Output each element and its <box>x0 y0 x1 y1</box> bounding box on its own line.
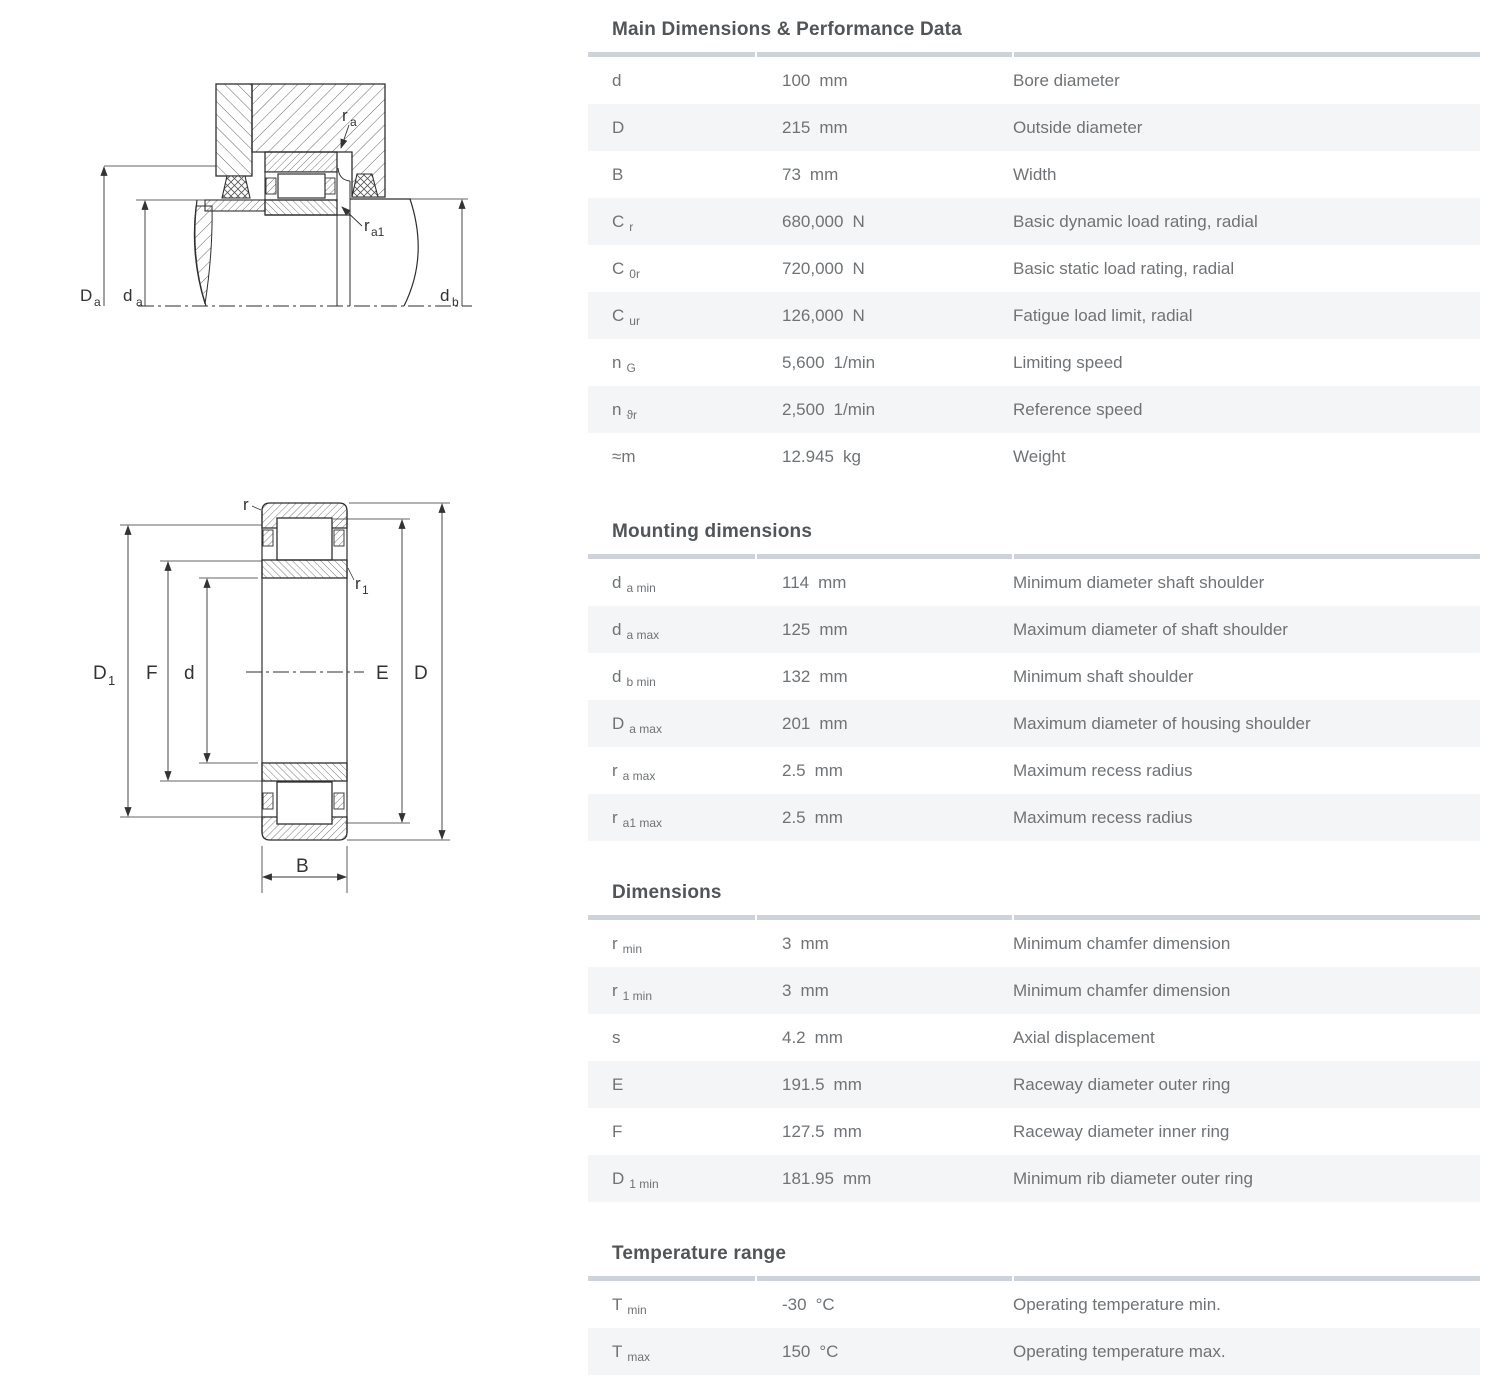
symbol-cell <box>588 259 755 279</box>
spec-tables <box>588 0 1480 1375</box>
value-number: -30 <box>782 1294 807 1314</box>
description-cell: Weight <box>1013 446 1066 466</box>
description-cell: Maximum recess radius <box>1013 760 1193 780</box>
symbol-cell <box>588 934 755 954</box>
symbol-subscript: ϑr <box>626 407 638 422</box>
symbol-base: F <box>612 1121 623 1141</box>
symbol-cell <box>588 1342 755 1362</box>
table-header-bar <box>588 52 1480 57</box>
table-header-bar-segment <box>757 1276 1012 1281</box>
symbol-base: r <box>612 980 618 1000</box>
value-number: 191.5 <box>782 1074 825 1094</box>
value-number: 12.945 <box>782 446 834 466</box>
spec-row <box>588 57 1480 104</box>
section-title: Temperature range <box>612 1243 787 1264</box>
symbol-cell <box>588 447 755 467</box>
symbol-cell <box>588 1295 755 1315</box>
value-cell <box>755 620 1012 640</box>
table-header-bar-segment <box>757 915 1012 920</box>
label-r: r <box>243 495 249 514</box>
label-E: E <box>376 663 389 684</box>
label-F: F <box>146 663 158 684</box>
value-cell <box>755 400 1012 420</box>
symbol-subscript: G <box>626 360 636 375</box>
value-unit: mm <box>819 666 848 686</box>
symbol-cell <box>588 1122 755 1142</box>
symbol-cell <box>588 306 755 326</box>
value-cell <box>755 447 1012 467</box>
section-title: Main Dimensions & Performance Data <box>612 19 962 40</box>
value-unit: kg <box>843 446 861 466</box>
symbol-subscript: 1 min <box>622 988 653 1003</box>
symbol-base: d <box>612 572 622 592</box>
value-cell <box>755 118 1012 138</box>
value-unit: N <box>852 211 865 231</box>
value-unit: °C <box>819 1341 839 1361</box>
symbol-subscript: min <box>627 1302 647 1317</box>
symbol-base: D <box>612 1168 625 1188</box>
value-cell <box>755 1028 1012 1048</box>
symbol-base: C <box>612 258 625 278</box>
value-number: 100 <box>782 70 811 90</box>
value-unit: mm <box>833 1121 862 1141</box>
value-number: 126,000 <box>782 305 844 325</box>
table-header-bar-segment <box>1014 915 1480 920</box>
symbol-base: ≈m <box>612 446 636 466</box>
value-number: 680,000 <box>782 211 844 231</box>
value-unit: mm <box>809 164 839 184</box>
label-d: d <box>184 663 195 684</box>
value-unit: N <box>852 305 865 325</box>
label-D: D <box>414 663 428 684</box>
value-unit: mm <box>843 1168 872 1188</box>
cross-section-drawing-labels <box>93 495 428 877</box>
spec-row <box>588 1281 1480 1328</box>
spec-row <box>588 1155 1480 1202</box>
value-unit: °C <box>815 1294 835 1314</box>
symbol-base: d <box>612 70 622 90</box>
description-cell: Operating temperature min. <box>1013 1294 1221 1314</box>
description-cell: Raceway diameter inner ring <box>1013 1121 1230 1141</box>
symbol-subscript: a min <box>626 580 656 595</box>
value-unit: mm <box>819 619 848 639</box>
label-da: d <box>123 286 133 305</box>
symbol-base: d <box>612 666 622 686</box>
value-number: 132 <box>782 666 811 686</box>
value-unit: mm <box>800 980 829 1000</box>
description-cell: Minimum shaft shoulder <box>1013 666 1194 686</box>
spec-section <box>588 18 1480 480</box>
label-ra1-sub: a1 <box>371 225 385 239</box>
value-cell <box>755 667 1012 687</box>
value-number: 150 <box>782 1341 811 1361</box>
description-cell: Bore diameter <box>1013 70 1120 90</box>
spec-row <box>588 606 1480 653</box>
spec-row <box>588 559 1480 606</box>
value-number: 201 <box>782 713 811 733</box>
value-cell <box>755 981 1012 1001</box>
symbol-base: n <box>612 352 622 372</box>
spec-row <box>588 104 1480 151</box>
symbol-cell <box>588 620 755 640</box>
symbol-base: E <box>612 1074 624 1094</box>
value-unit: 1/min <box>833 399 876 419</box>
description-cell: Maximum diameter of shaft shoulder <box>1013 619 1288 639</box>
description-cell: Basic static load rating, radial <box>1013 258 1235 278</box>
value-cell <box>755 1169 1012 1189</box>
symbol-subscript: a1 max <box>622 815 663 830</box>
value-number: 2,500 <box>782 399 825 419</box>
value-cell <box>755 212 1012 232</box>
symbol-cell <box>588 165 755 185</box>
spec-row <box>588 433 1480 480</box>
value-number: 2.5 <box>782 760 806 780</box>
value-number: 720,000 <box>782 258 844 278</box>
value-unit: mm <box>814 760 843 780</box>
spec-row <box>588 1061 1480 1108</box>
symbol-cell <box>588 353 755 373</box>
spec-row <box>588 1014 1480 1061</box>
symbol-cell <box>588 667 755 687</box>
symbol-base: r <box>612 933 618 953</box>
description-cell: Basic dynamic load rating, radial <box>1013 211 1258 231</box>
description-cell: Minimum diameter shaft shoulder <box>1013 572 1265 592</box>
symbol-subscript: max <box>627 1349 651 1364</box>
label-db-sub: b <box>452 295 459 309</box>
value-unit: 1/min <box>833 352 876 372</box>
value-cell <box>755 1122 1012 1142</box>
symbol-base: C <box>612 211 625 231</box>
table-header-bar-segment <box>1014 1276 1480 1281</box>
description-cell: Width <box>1013 164 1057 184</box>
value-cell <box>755 934 1012 954</box>
spec-row <box>588 386 1480 433</box>
value-number: 215 <box>782 117 811 137</box>
symbol-subscript: 1 min <box>629 1176 659 1191</box>
spec-row <box>588 245 1480 292</box>
symbol-cell <box>588 714 755 734</box>
value-cell <box>755 71 1012 91</box>
table-header-bar <box>588 1276 1480 1281</box>
value-cell <box>755 353 1012 373</box>
inner-ring-section <box>262 560 347 781</box>
label-D1: D <box>93 663 107 684</box>
symbol-cell <box>588 1028 755 1048</box>
spec-section <box>588 1242 1480 1375</box>
label-ra: r <box>342 106 348 125</box>
table-header-bar-segment <box>757 52 1012 57</box>
description-cell: Operating temperature max. <box>1013 1341 1226 1361</box>
value-cell <box>755 1075 1012 1095</box>
value-unit: mm <box>819 117 848 137</box>
value-unit: N <box>852 258 865 278</box>
value-unit: mm <box>800 933 829 953</box>
value-cell <box>755 761 1012 781</box>
spec-row <box>588 700 1480 747</box>
symbol-base: B <box>612 164 624 184</box>
symbol-cell <box>588 71 755 91</box>
value-number: 125 <box>782 619 811 639</box>
symbol-base: T <box>612 1294 623 1314</box>
value-cell <box>755 808 1012 828</box>
value-cell <box>755 1342 1012 1362</box>
spec-section <box>588 881 1480 1202</box>
value-number: 2.5 <box>782 807 806 827</box>
value-number: 3 <box>782 980 792 1000</box>
label-Da-sub: a <box>94 295 101 309</box>
spec-row <box>588 747 1480 794</box>
label-Da: D <box>80 286 93 305</box>
symbol-cell <box>588 981 755 1001</box>
description-cell: Minimum chamfer dimension <box>1013 980 1231 1000</box>
spec-row <box>588 653 1480 700</box>
table-header-bar-segment <box>588 52 755 57</box>
spec-row <box>588 920 1480 967</box>
symbol-base: D <box>612 713 625 733</box>
value-unit: mm <box>814 807 843 827</box>
symbol-subscript: a max <box>622 768 656 783</box>
symbol-base: r <box>612 760 618 780</box>
description-cell: Reference speed <box>1013 399 1143 419</box>
symbol-cell <box>588 1075 755 1095</box>
description-cell: Minimum chamfer dimension <box>1013 933 1231 953</box>
spec-row <box>588 1328 1480 1375</box>
symbol-base: C <box>612 305 625 325</box>
symbol-base: s <box>612 1027 621 1047</box>
symbol-base: D <box>612 117 625 137</box>
description-cell: Fatigue load limit, radial <box>1013 305 1193 325</box>
value-number: 4.2 <box>782 1027 806 1047</box>
symbol-cell <box>588 212 755 232</box>
label-ra1: r <box>364 216 370 235</box>
value-cell <box>755 165 1012 185</box>
value-unit: mm <box>819 70 848 90</box>
spec-row <box>588 339 1480 386</box>
symbol-subscript: ur <box>629 313 640 328</box>
bearing-section <box>265 152 337 215</box>
table-header-bar-segment <box>588 1276 755 1281</box>
description-cell: Minimum rib diameter outer ring <box>1013 1168 1253 1188</box>
spec-row <box>588 292 1480 339</box>
symbol-subscript: 0r <box>629 266 640 281</box>
symbol-cell <box>588 1169 755 1189</box>
table-header-bar-segment <box>588 554 755 559</box>
description-cell: Limiting speed <box>1013 352 1123 372</box>
value-number: 127.5 <box>782 1121 825 1141</box>
value-number: 3 <box>782 933 792 953</box>
spec-row <box>588 151 1480 198</box>
symbol-subscript: a max <box>629 721 662 736</box>
table-header-bar-segment <box>757 554 1012 559</box>
value-unit: mm <box>819 713 848 733</box>
spec-section <box>588 520 1480 841</box>
symbol-base: d <box>612 619 622 639</box>
value-number: 73 <box>782 164 801 184</box>
symbol-subscript: a max <box>626 627 660 642</box>
symbol-subscript: min <box>622 941 643 956</box>
table-header-bar-segment <box>1014 554 1480 559</box>
table-header-bar-segment <box>588 915 755 920</box>
symbol-cell <box>588 573 755 593</box>
symbol-cell <box>588 808 755 828</box>
label-B: B <box>296 856 309 877</box>
description-cell: Maximum diameter of housing shoulder <box>1013 713 1311 733</box>
symbol-base: n <box>612 399 622 419</box>
value-cell <box>755 306 1012 326</box>
label-r1-sub: 1 <box>362 583 369 597</box>
label-da-sub: a <box>136 295 143 309</box>
description-cell: Outside diameter <box>1013 117 1143 137</box>
label-ra-sub: a <box>350 115 357 129</box>
description-cell: Raceway diameter outer ring <box>1013 1074 1231 1094</box>
value-number: 5,600 <box>782 352 825 372</box>
value-cell <box>755 1295 1012 1315</box>
table-header-bar-segment <box>1014 52 1480 57</box>
symbol-subscript: b min <box>626 674 656 689</box>
table-header-bar <box>588 915 1480 920</box>
value-unit: mm <box>814 1027 843 1047</box>
label-D1-sub: 1 <box>108 673 116 688</box>
mounting-dimensions-drawing <box>0 0 520 360</box>
label-db: d <box>440 286 450 305</box>
bearing-cross-section-drawing <box>0 460 520 910</box>
value-cell <box>755 259 1012 279</box>
spec-row <box>588 198 1480 245</box>
description-cell: Axial displacement <box>1013 1027 1155 1047</box>
value-cell <box>755 573 1012 593</box>
spec-row <box>588 794 1480 841</box>
section-title: Dimensions <box>612 882 722 903</box>
value-number: 114 <box>782 572 810 592</box>
symbol-cell <box>588 400 755 420</box>
symbol-cell <box>588 118 755 138</box>
description-cell: Maximum recess radius <box>1013 807 1193 827</box>
value-number: 181.95 <box>782 1168 834 1188</box>
symbol-cell <box>588 761 755 781</box>
spec-row <box>588 1108 1480 1155</box>
table-header-bar <box>588 554 1480 559</box>
value-cell <box>755 714 1012 734</box>
section-title: Mounting dimensions <box>612 521 813 542</box>
symbol-subscript: r <box>629 219 634 234</box>
value-unit: mm <box>833 1074 862 1094</box>
symbol-base: T <box>612 1341 623 1361</box>
symbol-base: r <box>612 807 618 827</box>
spec-row <box>588 967 1480 1014</box>
value-unit: mm <box>818 572 847 592</box>
label-r1: r <box>355 574 361 593</box>
